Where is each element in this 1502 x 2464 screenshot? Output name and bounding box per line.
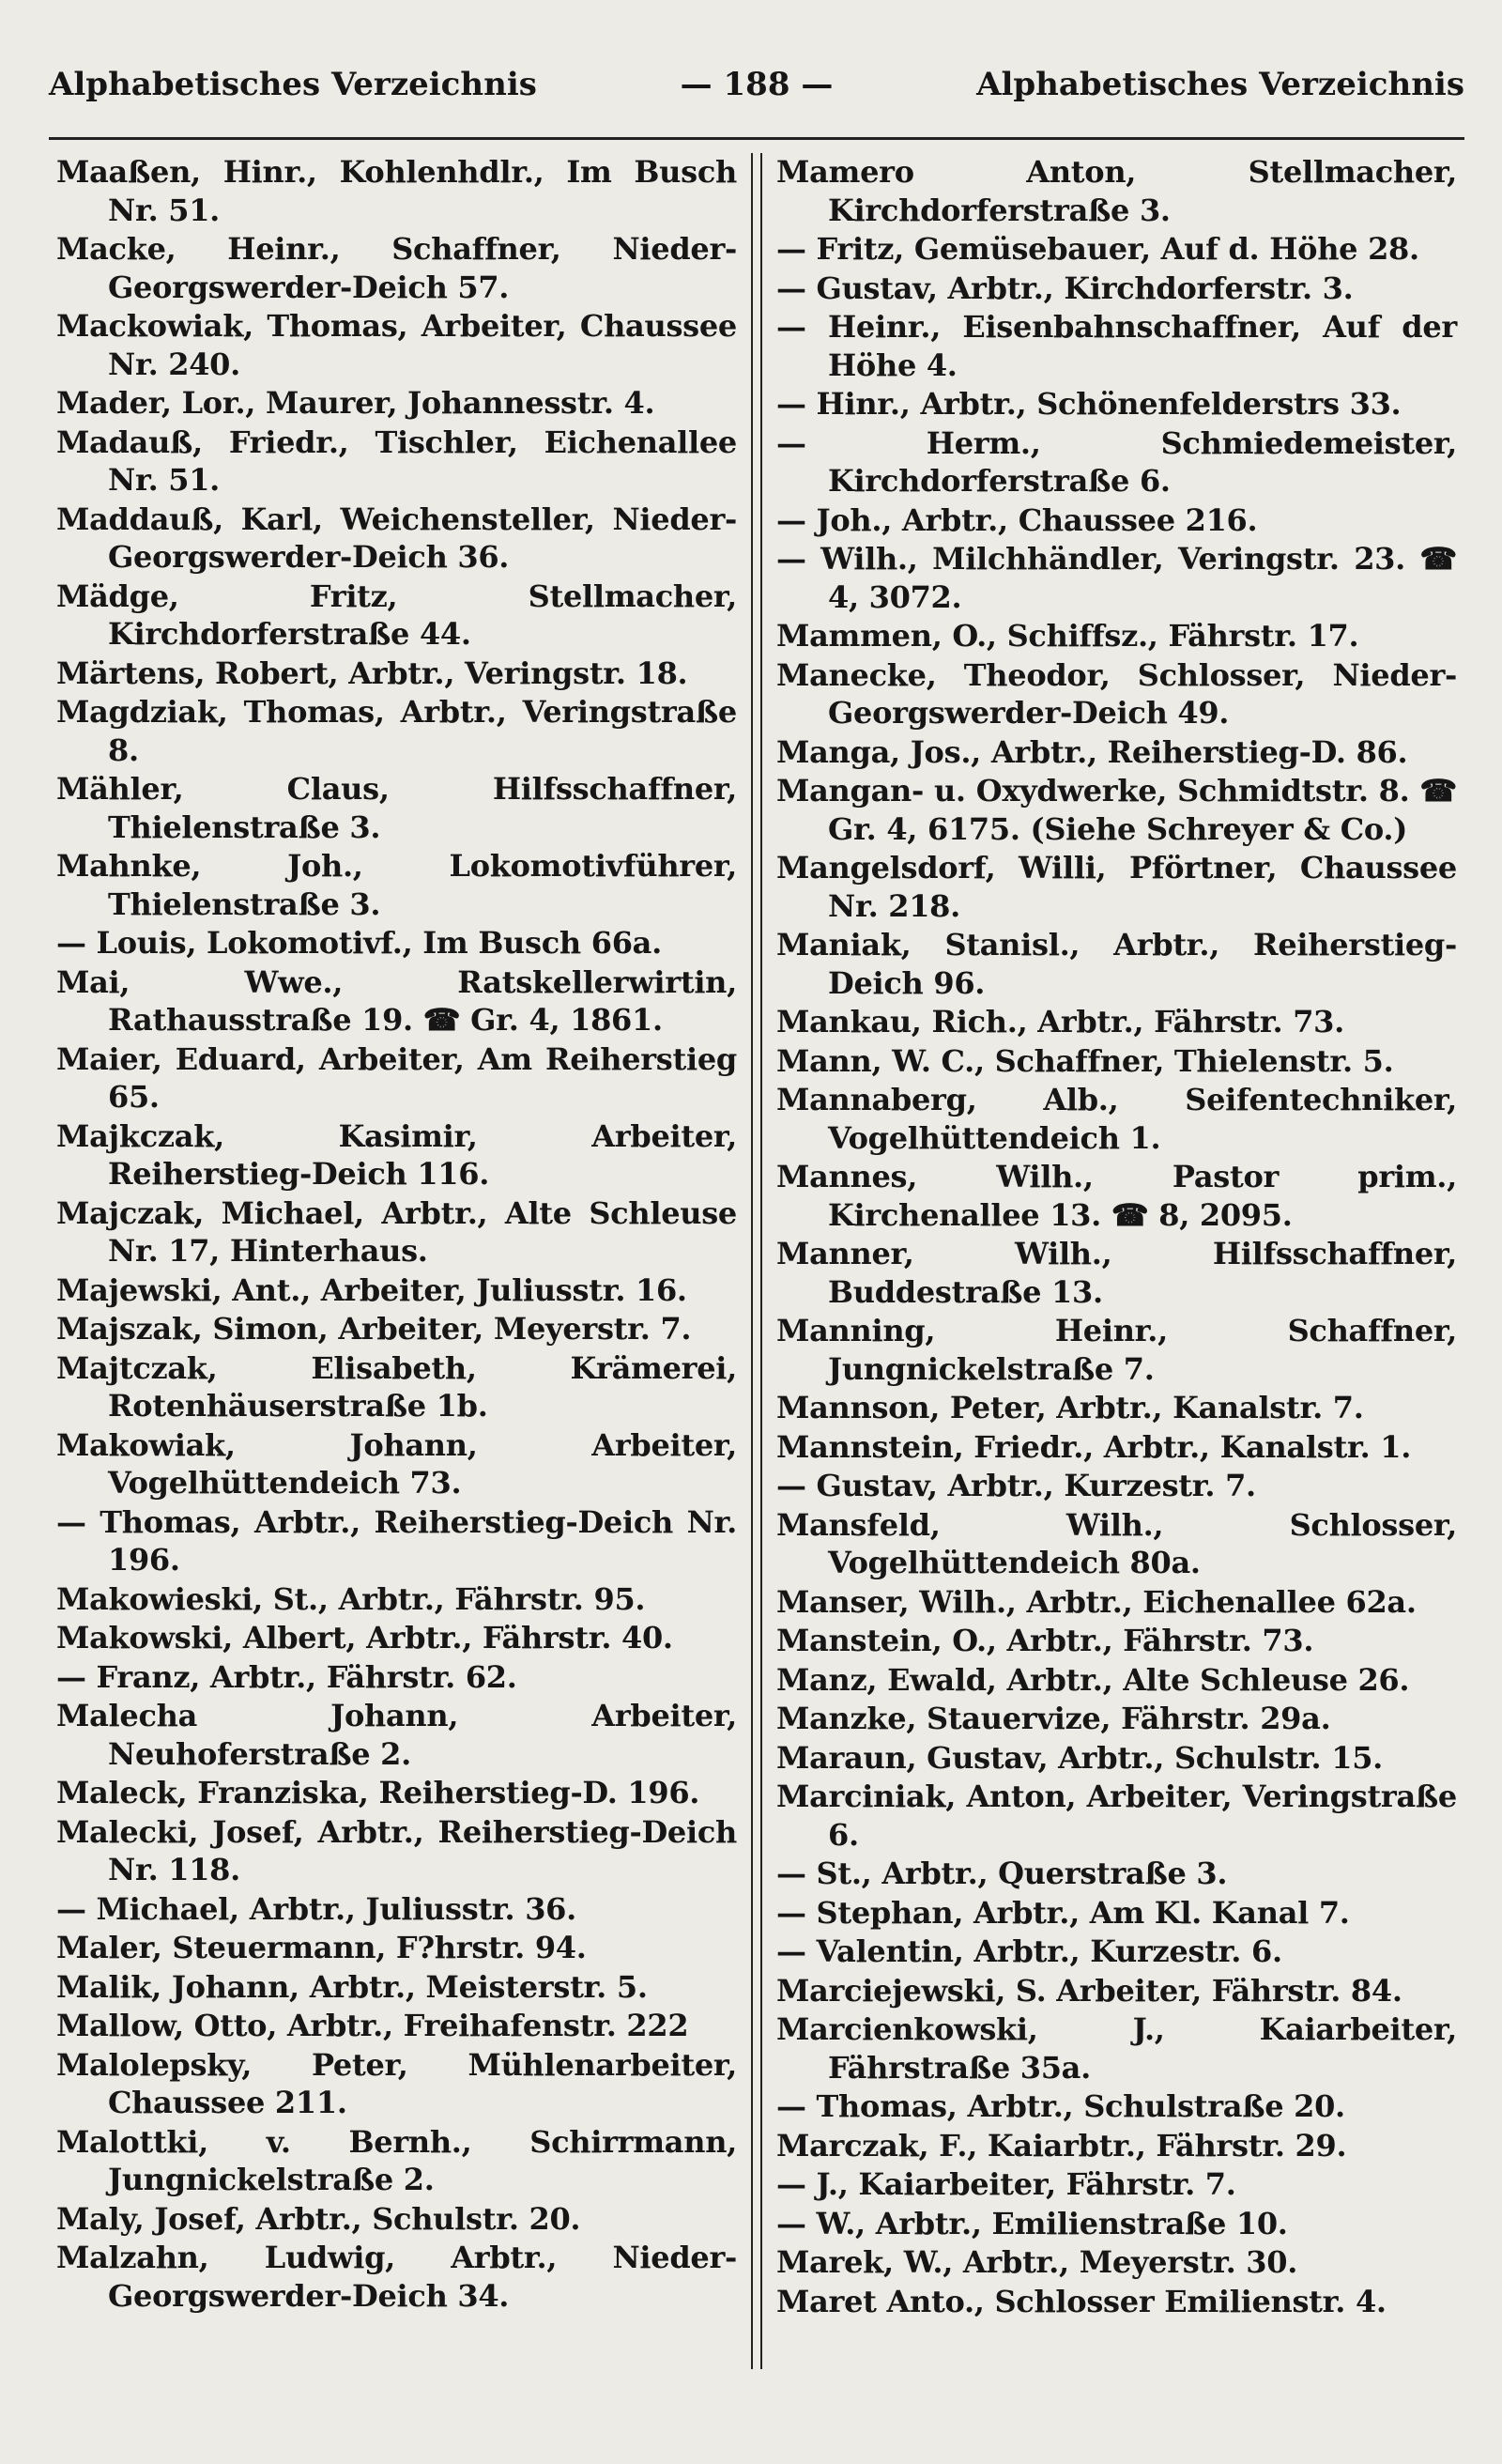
directory-entry: Mallow, Otto, Arbtr., Freihafenstr. 222 xyxy=(56,2008,689,2043)
header-right-title: Alphabetisches Verzeichnis xyxy=(976,66,1464,103)
directory-entry: Mangan- u. Oxydwerke, Schmidtstr. 8. ☎ Gr. 4, 6175. (Siehe Schreyer & Co.) xyxy=(776,773,1457,847)
directory-entry: Manning, Heinr., Schaffner, Jungnickelstraße 7. xyxy=(776,1313,1457,1387)
directory-entry: Mansfeld, Wilh., Schlosser, Vogelhüttendeich 80a. xyxy=(776,1506,1457,1580)
directory-entry: — Joh., Arbtr., Chaussee 216. xyxy=(776,501,1258,538)
directory-entry: Maleck, Franziska, Reiherstieg-D. 196. xyxy=(56,1775,700,1810)
directory-entry: Marczak, F., Kaiarbtr., Fährstr. 29. xyxy=(776,2127,1347,2164)
directory-entry: Majczak, Michael, Arbtr., Alte Schleuse Nr. 17, Hinterhaus. xyxy=(56,1194,737,1269)
directory-entry: Mackowiak, Thomas, Arbeiter, Chaussee Nr. 240. xyxy=(56,308,737,382)
directory-entry: Mamero Anton, Stellmacher, Kirchdorferstraße 3. xyxy=(776,154,1457,228)
directory-entry: Mammen, O., Schiffsz., Fährstr. 17. xyxy=(776,618,1359,654)
page-number: — 188 — xyxy=(680,66,834,103)
directory-entry: Macke, Heinr., Schaffner, Nieder-Georgswerder-Deich 57. xyxy=(56,231,737,305)
directory-entry: Majewski, Ant., Arbeiter, Juliusstr. 16. xyxy=(56,1271,687,1308)
directory-entry: Märtens, Robert, Arbtr., Veringstr. 18. xyxy=(56,654,688,691)
left-column xyxy=(49,153,744,2369)
directory-entry: Mader, Lor., Maurer, Johannesstr. 4. xyxy=(56,385,655,421)
directory-entry: — Thomas, Arbtr., Schulstraße 20. xyxy=(776,2088,1345,2124)
directory-entry: Madauß, Friedr., Tischler, Eichenallee Nr. 51. xyxy=(56,424,737,498)
directory-entry: Manzke, Stauervize, Fährstr. 29a. xyxy=(776,1701,1331,1736)
directory-entry: Malecki, Josef, Arbtr., Reiherstieg-Deich Nr. 118. xyxy=(56,1813,737,1887)
directory-entry: Maier, Eduard, Arbeiter, Am Reiherstieg 65. xyxy=(56,1040,737,1115)
directory-entry: — Hinr., Arbtr., Schönenfelderstrs 33. xyxy=(776,386,1402,422)
directory-entry: Marciejewski, S. Arbeiter, Fährstr. 84. xyxy=(776,1972,1402,2009)
directory-entry: — Valentin, Arbtr., Kurzestr. 6. xyxy=(776,1933,1282,1969)
directory-entry: Maly, Josef, Arbtr., Schulstr. 20. xyxy=(56,2200,581,2237)
directory-entry: Mannes, Wilh., Pastor prim., Kirchenallee 13. ☎ 8, 2095. xyxy=(776,1159,1457,1233)
directory-entry: Maaßen, Hinr., Kohlenhdlr., Im Busch Nr. 51. xyxy=(56,154,737,228)
directory-entry: Manner, Wilh., Hilfsschaffner, Buddestraße 13. xyxy=(776,1236,1457,1310)
directory-entry: — Franz, Arbtr., Fährstr. 62. xyxy=(56,1658,517,1695)
directory-entry: Manstein, O., Arbtr., Fährstr. 73. xyxy=(776,1623,1314,1658)
directory-entry: — Heinr., Eisenbahnschaffner, Auf der Höhe 4. xyxy=(776,309,1457,383)
directory-entry: Malolepsky, Peter, Mühlenarbeiter, Chaussee 211. xyxy=(56,2046,737,2120)
directory-entry: — St., Arbtr., Querstraße 3. xyxy=(776,1856,1228,1891)
directory-entry: Malik, Johann, Arbtr., Meisterstr. 5. xyxy=(56,1968,648,2005)
directory-entry: Maler, Steuermann, F?hrstr. 94. xyxy=(56,1930,587,1965)
header-left-title: Alphabetisches Verzeichnis xyxy=(49,66,537,103)
right-column xyxy=(769,153,1464,2369)
directory-entry: Maniak, Stanisl., Arbtr., Reiherstieg-Deich 96. xyxy=(776,927,1457,1001)
directory-entry: — Gustav, Arbtr., Kirchdorferstr. 3. xyxy=(776,270,1354,306)
directory-entry: Malzahn, Ludwig, Arbtr., Nieder-Georgswerder-Deich 34. xyxy=(56,2240,737,2314)
directory-entry: Majkczak, Kasimir, Arbeiter, Reiherstieg-Deich 116. xyxy=(56,1117,737,1192)
directory-entry: Malottki, v. Bernh., Schirrmann, Jungnickelstraße 2. xyxy=(56,2123,737,2197)
directory-entry: Mannson, Peter, Arbtr., Kanalstr. 7. xyxy=(776,1390,1364,1425)
directory-entry: — J., Kaiarbeiter, Fährstr. 7. xyxy=(776,2166,1236,2202)
directory-entry: — Wilh., Milchhändler, Veringstr. 23. ☎ 4, 3072. xyxy=(776,541,1457,615)
directory-entry: Majtczak, Elisabeth, Krämerei, Rotenhäuserstraße 1b. xyxy=(56,1349,737,1424)
directory-entry: Maddauß, Karl, Weichensteller, Nieder-Georgswerder-Deich 36. xyxy=(56,500,737,575)
column-divider xyxy=(751,153,762,2369)
directory-entry: Mann, W. C., Schaffner, Thielenstr. 5. xyxy=(776,1042,1394,1079)
directory-entry: Mangelsdorf, Willi, Pförtner, Chaussee Nr. 218. xyxy=(776,850,1457,924)
directory-entry: Marciniak, Anton, Arbeiter, Veringstraße 6. xyxy=(776,1779,1457,1853)
directory-entry: Majszak, Simon, Arbeiter, Meyerstr. 7. xyxy=(56,1311,692,1347)
directory-entry: Mädge, Fritz, Stellmacher, Kirchdorferstraße 44. xyxy=(56,578,737,652)
directory-entry: Makowski, Albert, Arbtr., Fährstr. 40. xyxy=(56,1620,673,1656)
directory-entry: — Stephan, Arbtr., Am Kl. Kanal 7. xyxy=(776,1894,1350,1931)
directory-columns xyxy=(49,153,1464,2369)
directory-entry: Marek, W., Arbtr., Meyerstr. 30. xyxy=(776,2244,1298,2280)
directory-entry: Makowieski, St., Arbtr., Fährstr. 95. xyxy=(56,1580,646,1617)
directory-entry: Manz, Ewald, Arbtr., Alte Schleuse 26. xyxy=(776,1661,1410,1698)
directory-entry: — Thomas, Arbtr., Reiherstieg-Deich Nr. 196. xyxy=(56,1503,737,1578)
directory-entry: Malecha Johann, Arbeiter, Neuhoferstraße 2. xyxy=(56,1698,737,1772)
directory-entry: Manser, Wilh., Arbtr., Eichenallee 62a. xyxy=(776,1583,1417,1620)
directory-entry: — W., Arbtr., Emilienstraße 10. xyxy=(776,2205,1288,2241)
directory-entry: — Michael, Arbtr., Juliusstr. 36. xyxy=(56,1890,576,1927)
directory-entry: Manecke, Theodor, Schlosser, Nieder-Georgswerder-Deich 49. xyxy=(776,656,1457,731)
directory-entry: Manga, Jos., Arbtr., Reiherstieg-D. 86. xyxy=(776,733,1408,770)
directory-entry: Mannstein, Friedr., Arbtr., Kanalstr. 1. xyxy=(776,1428,1412,1465)
directory-entry: Mankau, Rich., Arbtr., Fährstr. 73. xyxy=(776,1004,1344,1040)
directory-entry: Maret Anto., Schlosser Emilienstr. 4. xyxy=(776,2283,1387,2319)
directory-entry: Makowiak, Johann, Arbeiter, Vogelhüttendeich 73. xyxy=(56,1426,737,1501)
directory-entry: — Louis, Lokomotivf., Im Busch 66a. xyxy=(56,925,662,961)
directory-entry: — Herm., Schmiedemeister, Kirchdorferstraße 6. xyxy=(776,424,1457,499)
directory-entry: — Fritz, Gemüsebauer, Auf d. Höhe 28. xyxy=(776,231,1419,267)
directory-entry: — Gustav, Arbtr., Kurzestr. 7. xyxy=(776,1468,1256,1503)
directory-entry: Mannaberg, Alb., Seifentechniker, Vogelhüttendeich 1. xyxy=(776,1082,1457,1156)
page-header xyxy=(49,66,1464,140)
directory-entry: Magdziak, Thomas, Arbtr., Veringstraße 8. xyxy=(56,694,737,768)
directory-entry: Marcienkowski, J., Kaiarbeiter, Fährstraße 35a. xyxy=(776,2011,1457,2086)
directory-entry: Mai, Wwe., Ratskellerwirtin, Rathausstraße 19. ☎ Gr. 4, 1861. xyxy=(56,963,737,1038)
directory-entry: Maraun, Gustav, Arbtr., Schulstr. 15. xyxy=(776,1739,1383,1776)
directory-entry: Mähler, Claus, Hilfsschaffner, Thielenstraße 3. xyxy=(56,771,737,845)
directory-entry: Mahnke, Joh., Lokomotivführer, Thielenstraße 3. xyxy=(56,848,737,922)
